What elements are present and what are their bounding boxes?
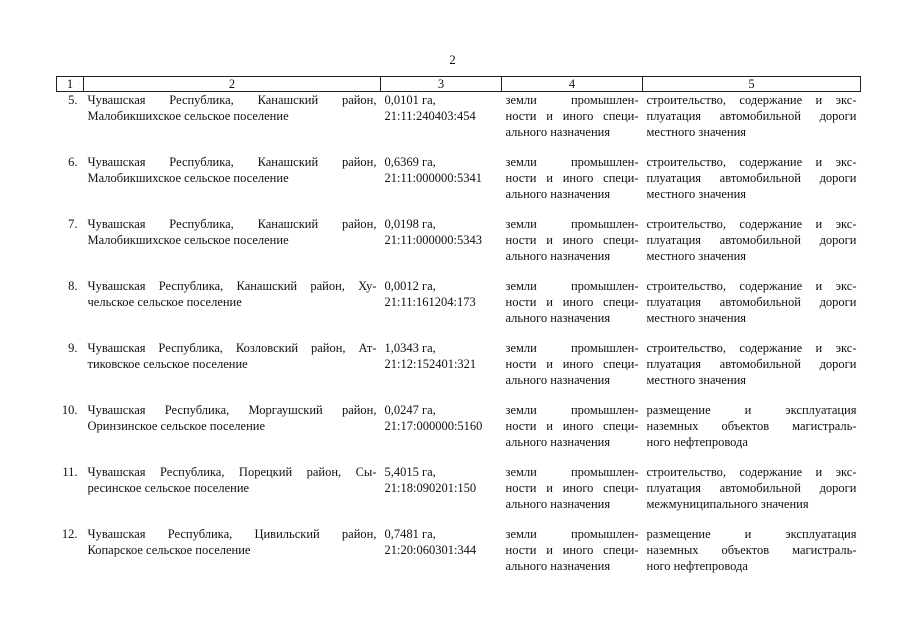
purpose-cell-line: строительство, содержание и экс- [646, 341, 857, 355]
purpose-cell-line: местного значения [646, 125, 747, 139]
purpose-cell [643, 526, 861, 586]
row-number: 12. [61, 527, 78, 541]
row-number: 7. [68, 217, 78, 231]
header-row [57, 77, 861, 92]
land-category-cell-line: ального назначения [505, 125, 611, 139]
area-cadastral-cell [381, 278, 502, 340]
column-header-2: 2 [84, 77, 381, 92]
land-category-cell [502, 526, 643, 586]
row-number: 8. [68, 279, 78, 293]
table-row [57, 154, 861, 216]
table-row [57, 402, 861, 464]
area-cadastral-cell-line: 21:11:240403:454 [384, 109, 476, 123]
column-header-5: 5 [643, 77, 861, 92]
location-cell-line: ресинское сельское поселение [87, 481, 250, 495]
table-row [57, 340, 861, 402]
area-cadastral-cell-line: 0,7481 га, [384, 527, 436, 541]
location-cell-line: Малобикшихское сельское поселение [87, 109, 289, 123]
area-cadastral-cell-line: 21:20:060301:344 [384, 543, 477, 557]
location-cell [84, 278, 381, 340]
location-cell-line: Чувашская Республика, Моргаушский район, [87, 403, 377, 417]
purpose-cell-line: плуатация автомобильной дороги [646, 233, 857, 247]
table-header [57, 77, 861, 92]
purpose-cell [643, 278, 861, 340]
area-cadastral-cell-line: 0,6369 га, [384, 155, 436, 169]
area-cadastral-cell-line: 21:11:000000:5341 [384, 171, 482, 185]
purpose-cell [643, 154, 861, 216]
area-cadastral-cell [381, 154, 502, 216]
location-cell-line: Чувашская Республика, Канашский район, Ху- [87, 279, 377, 293]
location-cell-line: Чувашская Республика, Козловский район, Ат- [87, 341, 377, 355]
table-row [57, 464, 861, 526]
table-row [57, 92, 861, 155]
area-cadastral-cell [381, 402, 502, 464]
land-category-cell-line: ального назначения [505, 249, 611, 263]
table-row [57, 526, 861, 586]
land-category-cell-line: земли промышлен- [505, 465, 639, 479]
column-header-1: 1 [57, 77, 84, 92]
land-category-cell-line: земли промышлен- [505, 279, 639, 293]
location-cell-line: Малобикшихское сельское поселение [87, 233, 289, 247]
land-category-cell [502, 464, 643, 526]
land-category-cell-line: ности и иного специ- [505, 171, 639, 185]
land-category-cell [502, 340, 643, 402]
purpose-cell-line: плуатация автомобильной дороги [646, 295, 857, 309]
area-cadastral-cell-line: 21:18:090201:150 [384, 481, 477, 495]
area-cadastral-cell-line: 5,4015 га, [384, 465, 436, 479]
table-row [57, 216, 861, 278]
location-cell [84, 92, 381, 155]
page-number: 2 [449, 52, 456, 67]
location-cell [84, 464, 381, 526]
land-category-cell-line: ального назначения [505, 497, 611, 511]
row-number: 10. [61, 403, 78, 417]
land-category-cell-line: ности и иного специ- [505, 543, 639, 557]
land-category-cell-line: ности и иного специ- [505, 357, 639, 371]
area-cadastral-cell [381, 340, 502, 402]
purpose-cell-line: местного значения [646, 249, 747, 263]
location-cell-line: Оринзинское сельское поселение [87, 419, 265, 433]
land-category-cell [502, 278, 643, 340]
row-number: 6. [68, 155, 78, 169]
location-cell [84, 216, 381, 278]
column-header-4: 4 [502, 77, 643, 92]
land-category-cell [502, 92, 643, 155]
purpose-cell-line: строительство, содержание и экс- [646, 155, 857, 169]
column-header-3: 3 [381, 77, 502, 92]
table-row [57, 278, 861, 340]
land-category-cell-line: ального назначения [505, 559, 611, 573]
purpose-cell [643, 216, 861, 278]
area-cadastral-cell-line: 0,0247 га, [384, 403, 436, 417]
location-cell-line: тиковское сельское поселение [87, 357, 248, 371]
land-category-cell [502, 216, 643, 278]
purpose-cell [643, 402, 861, 464]
area-cadastral-cell-line: 0,0198 га, [384, 217, 436, 231]
area-cadastral-cell-line: 1,0343 га, [384, 341, 436, 355]
area-cadastral-cell-line: 0,0012 га, [384, 279, 436, 293]
land-category-cell-line: ального назначения [505, 311, 611, 325]
row-number: 9. [68, 341, 78, 355]
purpose-cell-line: наземных объектов магистраль- [646, 419, 857, 433]
area-cadastral-cell [381, 92, 502, 155]
land-category-cell-line: ального назначения [505, 435, 611, 449]
area-cadastral-cell-line: 21:11:000000:5343 [384, 233, 482, 247]
land-category-cell-line: ального назначения [505, 373, 611, 387]
area-cadastral-cell-line: 21:17:000000:5160 [384, 419, 483, 433]
area-cadastral-cell [381, 526, 502, 586]
area-cadastral-cell-line: 0,0101 га, [384, 93, 436, 107]
location-cell-line: Чувашская Республика, Цивильский район, [87, 527, 377, 541]
land-category-cell [502, 402, 643, 464]
location-cell-line: Чувашская Республика, Канашский район, [87, 217, 377, 231]
land-category-cell-line: земли промышлен- [505, 403, 639, 417]
purpose-cell [643, 340, 861, 402]
land-category-cell-line: земли промышлен- [505, 217, 639, 231]
location-cell [84, 340, 381, 402]
purpose-cell-line: ного нефтепровода [646, 435, 748, 449]
purpose-cell-line: местного значения [646, 311, 747, 325]
location-cell [84, 402, 381, 464]
purpose-cell [643, 464, 861, 526]
purpose-cell-line: плуатация автомобильной дороги [646, 357, 857, 371]
purpose-cell-line: плуатация автомобильной дороги [646, 171, 857, 185]
location-cell-line: Чувашская Республика, Порецкий район, Сы- [87, 465, 377, 479]
land-category-cell-line: земли промышлен- [505, 93, 639, 107]
purpose-cell [643, 92, 861, 155]
purpose-cell-line: наземных объектов магистраль- [646, 543, 857, 557]
row-number: 5. [68, 93, 78, 107]
purpose-cell-line: строительство, содержание и экс- [646, 217, 857, 231]
location-cell [84, 526, 381, 586]
land-category-cell-line: земли промышлен- [505, 527, 639, 541]
row-number: 11. [62, 465, 78, 479]
location-cell-line: Копарское сельское поселение [87, 543, 251, 557]
area-cadastral-cell [381, 464, 502, 526]
area-cadastral-cell-line: 21:12:152401:321 [384, 357, 477, 371]
purpose-cell-line: строительство, содержание и экс- [646, 279, 857, 293]
purpose-cell-line: местного значения [646, 373, 747, 387]
location-cell-line: Малобикшихское сельское поселение [87, 171, 289, 185]
land-category-cell-line: ности и иного специ- [505, 419, 639, 433]
purpose-cell-line: ного нефтепровода [646, 559, 748, 573]
land-category-cell-line: ности и иного специ- [505, 295, 639, 309]
location-cell-line: Чувашская Республика, Канашский район, [87, 155, 377, 169]
purpose-cell-line: строительство, содержание и экс- [646, 465, 857, 479]
area-cadastral-cell-line: 21:11:161204:173 [384, 295, 476, 309]
purpose-cell-line: размещение и эксплуатация [646, 403, 857, 417]
purpose-cell-line: строительство, содержание и экс- [646, 93, 857, 107]
land-category-cell [502, 154, 643, 216]
location-cell-line: чельское сельское поселение [87, 295, 242, 309]
location-cell-line: Чувашская Республика, Канашский район, [87, 93, 377, 107]
purpose-cell-line: плуатация автомобильной дороги [646, 109, 857, 123]
area-cadastral-cell [381, 216, 502, 278]
land-category-cell-line: ности и иного специ- [505, 233, 639, 247]
land-category-cell-line: ности и иного специ- [505, 109, 639, 123]
purpose-cell-line: местного значения [646, 187, 747, 201]
purpose-cell-line: плуатация автомобильной дороги [646, 481, 857, 495]
land-plots-table [56, 76, 861, 586]
land-category-cell-line: земли промышлен- [505, 341, 639, 355]
purpose-cell-line: размещение и эксплуатация [646, 527, 857, 541]
table-body [57, 92, 861, 587]
land-category-cell-line: ального назначения [505, 187, 611, 201]
land-category-cell-line: ности и иного специ- [505, 481, 639, 495]
purpose-cell-line: межмуниципального значения [646, 497, 809, 511]
location-cell [84, 154, 381, 216]
land-category-cell-line: земли промышлен- [505, 155, 639, 169]
